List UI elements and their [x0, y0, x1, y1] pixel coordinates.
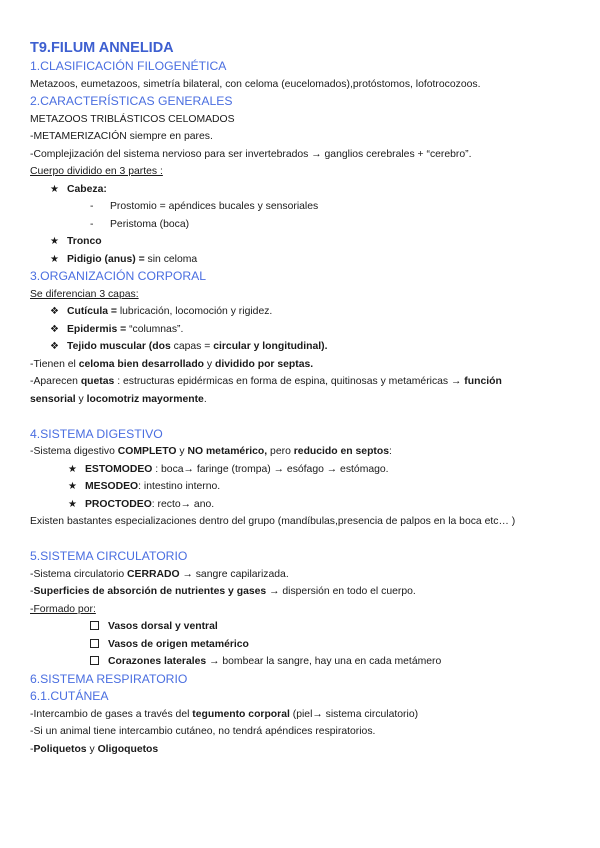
section-heading-circulatorio: 5.SISTEMA CIRCULATORIO	[30, 549, 188, 563]
paragraph-line: -Si un animal tiene intercambio cutáneo, no tendrá apéndices respiratorios.	[30, 726, 376, 737]
paragraph-line: -Aparecen quetas : estructuras epidérmicas en forma de espina, quitinosas y metaméricas → función	[30, 376, 502, 387]
list-item: ★ Pidigio (anus) = sin celoma	[30, 251, 585, 269]
list-item: ★ PROCTODEO: recto→ ano.	[30, 496, 585, 514]
paragraph-line: -Poliquetos y Oligoquetos	[30, 743, 159, 755]
list-item: ★ Cabeza:	[30, 181, 585, 199]
subsection-heading-cutanea: 6.1.CUTÁNEA	[30, 689, 109, 703]
paragraph-line: METAZOOS TRIBLÁSTICOS CELOMADOS	[30, 113, 235, 125]
section-heading-organizacion: 3.ORGANIZACIÓN CORPORAL	[30, 269, 207, 283]
checkbox-icon	[90, 621, 99, 630]
parts-label: Cuerpo dividido en 3 partes :	[30, 166, 163, 177]
list-item: - Prostomio = apéndices bucales y sensoriales	[30, 198, 585, 216]
document-page	[30, 38, 585, 758]
paragraph-line: -Superficies de absorción de nutrientes y gases → dispersión en todo el cuerpo.	[30, 586, 416, 597]
checkbox-icon	[90, 639, 99, 648]
diamond-icon: ❖	[50, 306, 59, 317]
list-item: ★ Tronco	[30, 233, 585, 251]
list-item: ❖ Tejido muscular (dos capas = circular y longitudinal).	[30, 338, 585, 356]
star-icon: ★	[68, 498, 77, 510]
list-item: Vasos dorsal y ventral	[30, 618, 585, 636]
section-heading-caracteristicas: 2.CARACTERÍSTICAS GENERALES	[30, 94, 233, 108]
paragraph-line: -Intercambio de gases a través del tegumento corporal (piel→ sistema circulatorio)	[30, 708, 419, 720]
star-icon: ★	[50, 236, 59, 247]
section-heading-respiratorio: 6.SISTEMA RESPIRATORIO	[30, 671, 188, 686]
list-item: Vasos de origen metamérico	[30, 636, 585, 654]
dash-icon: -	[90, 218, 94, 230]
paragraph-line: Existen bastantes especializaciones dentro del grupo (mandíbulas,presencia de palpos en la boca etc… )	[30, 516, 516, 527]
checkbox-icon	[90, 656, 99, 665]
list-item: ❖ Cutícula = lubricación, locomoción y rigidez.	[30, 303, 585, 321]
star-icon: ★	[68, 481, 77, 492]
paragraph-line: -Sistema circulatorio CERRADO → sangre capilarizada.	[30, 568, 289, 580]
paragraph-line: sensorial y locomotriz mayormente.	[30, 393, 207, 405]
star-icon: ★	[50, 253, 59, 265]
clasificacion-text: Metazoos, eumetazoos, simetría bilateral, con celoma (eucelomados),protóstomos, lofotrocozoos.	[30, 78, 481, 90]
paragraph-line: -Complejización del sistema nervioso para ser invertebrados → ganglios cerebrales + “cerebro”.	[30, 148, 472, 160]
diamond-icon: ❖	[50, 323, 59, 335]
capas-label: Se diferencian 3 capas:	[30, 288, 139, 300]
star-icon: ★	[68, 463, 77, 475]
section-heading-clasificacion: 1.CLASIFICACIÓN FILOGENÉTICA	[30, 59, 227, 73]
formado-label: -Formado por:	[30, 603, 96, 615]
list-item: - Peristoma (boca)	[30, 216, 585, 234]
section-heading-digestivo: 4.SISTEMA DIGESTIVO	[30, 426, 163, 441]
list-item: Corazones laterales → bombear la sangre, hay una en cada metámero	[30, 653, 585, 671]
paragraph-line: -Tienen el celoma bien desarrollado y dividido por septas.	[30, 358, 314, 370]
list-item: ❖ Epidermis = “columnas”.	[30, 321, 585, 339]
paragraph-line: -Sistema digestivo COMPLETO y NO metamérico, pero reducido en septos:	[30, 446, 392, 457]
list-item: ★ ESTOMODEO : boca→ faringe (trompa) → esófago → estómago.	[30, 461, 585, 479]
page-title: T9.FILUM ANNELIDA	[30, 40, 174, 56]
paragraph-line: -METAMERIZACIÓN siempre en pares.	[30, 131, 213, 142]
star-icon: ★	[50, 183, 59, 195]
diamond-icon: ❖	[50, 341, 59, 352]
list-item: ★ MESODEO: intestino interno.	[30, 478, 585, 496]
dash-icon: -	[90, 201, 94, 212]
